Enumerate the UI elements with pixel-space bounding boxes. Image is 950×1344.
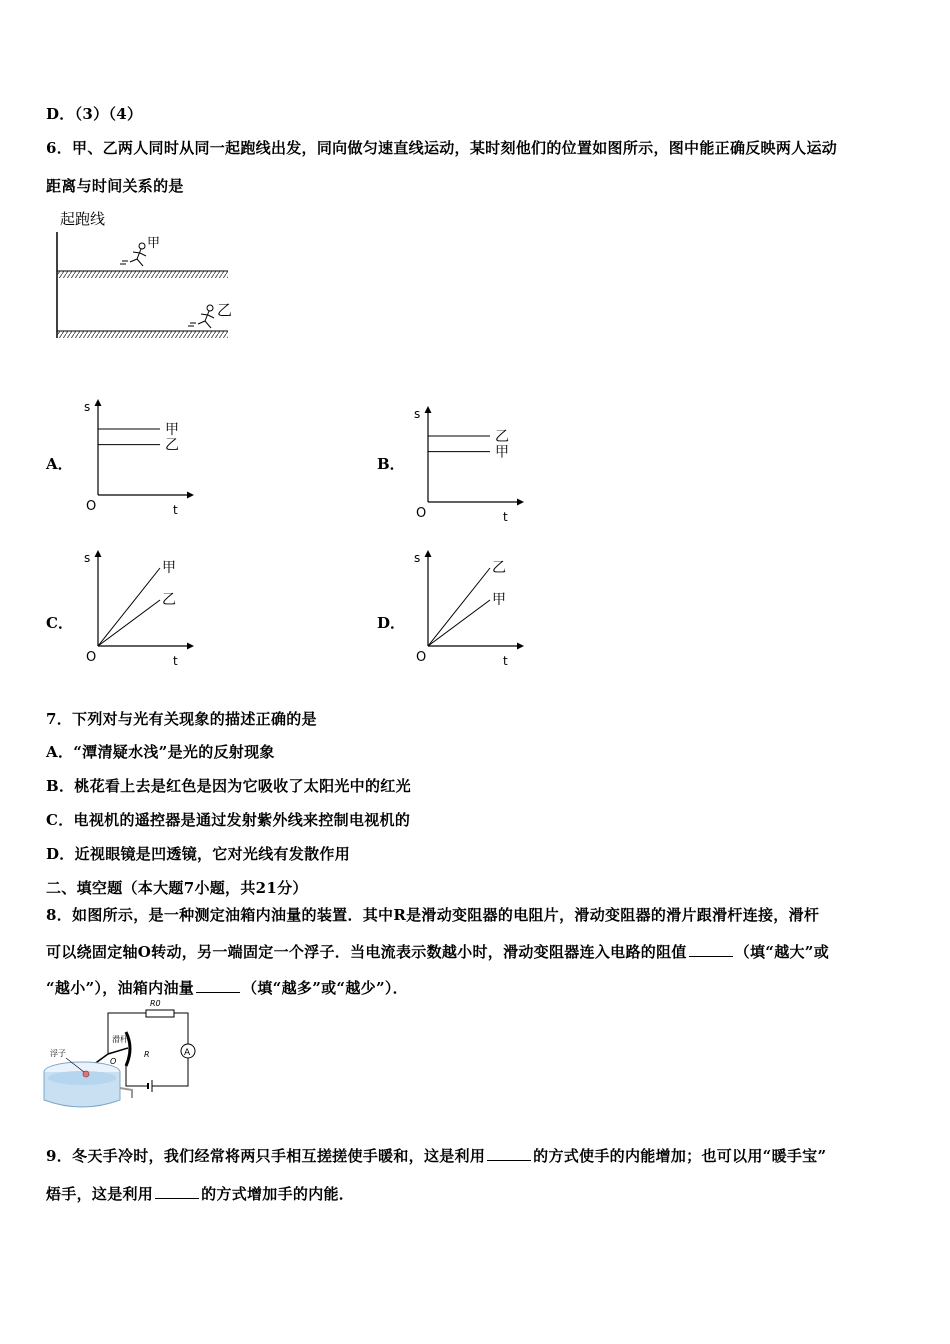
q8-stem-line1: 8．如图所示，是一种测定油箱内油量的装置．其中R是滑动变阻器的电阻片，滑动变阻器的滑片跟滑杆连接，滑杆 bbox=[46, 906, 820, 924]
r0-label: R0 bbox=[150, 999, 161, 1008]
q6-graph-a bbox=[78, 397, 208, 522]
q6-graph-c bbox=[78, 548, 208, 673]
t-axis-label: t bbox=[173, 503, 178, 517]
q7-option-d: D．近视眼镜是凹透镜，它对光线有发散作用 bbox=[46, 845, 351, 863]
rod-label: 滑杆 bbox=[112, 1035, 128, 1044]
section-2-heading: 二、填空题（本大题7小题，共21分） bbox=[46, 879, 308, 897]
q8-stem-line3 bbox=[46, 977, 408, 998]
float-label: 浮子 bbox=[50, 1049, 66, 1058]
runner-yi bbox=[188, 305, 214, 328]
q6-option-d-label: D． bbox=[377, 614, 406, 632]
q9-stem-line1 bbox=[46, 1145, 826, 1166]
q7-option-b: B．桃花看上去是红色是因为它吸收了太阳光中的红光 bbox=[46, 777, 411, 795]
q8-blank-1[interactable] bbox=[689, 944, 733, 957]
t-axis-arrow bbox=[187, 492, 194, 499]
q6-graph-d bbox=[408, 548, 538, 673]
ammeter-label: A bbox=[184, 1048, 191, 1058]
s-axis-label: s bbox=[414, 551, 421, 565]
origin-label: O bbox=[416, 650, 427, 665]
s-axis-label: s bbox=[84, 400, 91, 414]
q8-line3-text-a: “越小”），油箱内油量 bbox=[46, 979, 195, 997]
axis-label: O bbox=[110, 1057, 117, 1066]
track-bottom-hatch bbox=[57, 331, 228, 338]
q5-option-d: D．（3）（4） bbox=[46, 105, 143, 123]
origin-label: O bbox=[416, 506, 427, 521]
s-axis-arrow bbox=[425, 550, 432, 557]
t-axis-label: t bbox=[503, 510, 508, 524]
q7-option-a: A．“潭清疑水浅”是光的反射现象 bbox=[46, 743, 275, 761]
rod bbox=[108, 1048, 128, 1054]
series-label-乙: 乙 bbox=[162, 592, 176, 608]
runner-yi-label: 乙 bbox=[217, 301, 233, 319]
s-axis-arrow bbox=[425, 406, 432, 413]
runner-jia-label: 甲 bbox=[147, 236, 161, 251]
q8-line2-text-a: 可以绕固定轴O转动，另一端固定一个浮子．当电流表示数越小时，滑动变阻器连入电路的阻值 bbox=[46, 943, 687, 961]
q9-line2-text-a: 焐手，这是利用 bbox=[46, 1185, 154, 1203]
q6-option-a-label: A． bbox=[46, 455, 73, 473]
t-axis-arrow bbox=[517, 643, 524, 650]
q9-line1-text-a: 9．冬天手冷时，我们经常将两只手相互搓搓使手暖和，这是利用 bbox=[46, 1147, 486, 1165]
t-axis-arrow bbox=[517, 499, 524, 506]
series-label-甲: 甲 bbox=[492, 592, 506, 608]
s-axis-arrow bbox=[95, 550, 102, 557]
q6-option-c-label: C． bbox=[46, 614, 73, 632]
q8-stem-line2 bbox=[46, 941, 829, 962]
s-axis-label: s bbox=[84, 551, 91, 565]
q8-oil-gauge-figure bbox=[42, 999, 217, 1113]
origin-label: O bbox=[86, 650, 97, 665]
q6-stem-line2: 距离与时间关系的是 bbox=[46, 177, 184, 195]
t-axis-label: t bbox=[503, 654, 508, 668]
q8-line3-text-b: （填“越多”或“越少”）． bbox=[242, 979, 408, 997]
origin-label: O bbox=[86, 499, 97, 514]
lane-divider-hatch bbox=[57, 271, 228, 278]
series-label-甲: 甲 bbox=[165, 422, 179, 438]
series-label-乙: 乙 bbox=[495, 429, 509, 445]
s-axis-arrow bbox=[95, 399, 102, 406]
start-line-label: 起跑线 bbox=[60, 210, 106, 228]
q8-line2-text-b: （填“越大”或 bbox=[734, 943, 830, 961]
q9-blank-2[interactable] bbox=[155, 1186, 199, 1199]
s-axis-label: s bbox=[414, 407, 421, 421]
q6-option-b-label: B． bbox=[377, 455, 405, 473]
q6-track-figure bbox=[50, 208, 240, 343]
q9-line1-text-b: 的方式使手的内能增加；也可以用“暖手宝” bbox=[533, 1147, 827, 1165]
series-label-甲: 甲 bbox=[495, 444, 509, 461]
series-label-甲: 甲 bbox=[162, 560, 176, 576]
q7-option-c: C．电视机的遥控器是通过发射紫外线来控制电视机的 bbox=[46, 811, 411, 829]
q7-stem: 7．下列对与光有关现象的描述正确的是 bbox=[46, 710, 317, 728]
runner-jia bbox=[120, 243, 146, 266]
series-label-乙: 乙 bbox=[492, 560, 506, 576]
q9-line2-text-b: 的方式增加手的内能． bbox=[201, 1185, 355, 1203]
q8-blank-2[interactable] bbox=[196, 980, 240, 993]
q9-stem-line2 bbox=[46, 1183, 354, 1204]
q6-graph-b bbox=[408, 404, 538, 529]
q9-blank-1[interactable] bbox=[487, 1148, 531, 1161]
r-label: R bbox=[144, 1050, 150, 1059]
t-axis-arrow bbox=[187, 643, 194, 650]
t-axis-label: t bbox=[173, 654, 178, 668]
q6-stem-line1: 6．甲、乙两人同时从同一起跑线出发，同向做匀速直线运动，某时刻他们的位置如图所示，图中能正确反映两人运动 bbox=[46, 139, 838, 157]
series-label-乙: 乙 bbox=[165, 437, 179, 454]
